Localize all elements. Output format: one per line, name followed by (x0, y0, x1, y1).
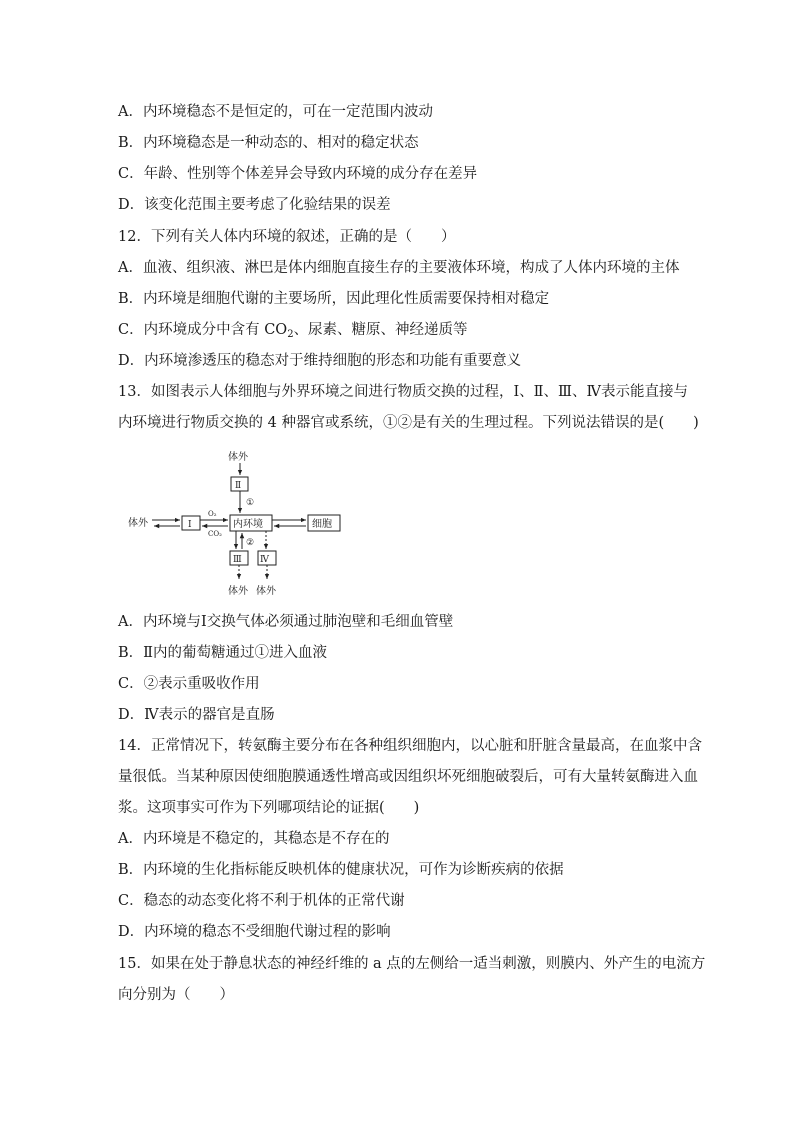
box-III-label: Ⅲ (233, 555, 242, 565)
q13-option-b: B．Ⅱ内的葡萄糖通过①进入血液 (118, 645, 328, 661)
co2-label: CO₂ (208, 530, 222, 538)
q12-option-c-sub: 2 (287, 329, 294, 340)
q14-option-b: B．内环境的生化指标能反映机体的健康状况，可作为诊断疾病的依据 (118, 862, 564, 878)
cell-label: 细胞 (312, 519, 332, 530)
q14-option-c: C．稳态的动态变化将不利于机体的正常代谢 (118, 893, 405, 909)
q12-option-b: B．内环境是细胞代谢的主要场所，因此理化性质需要保持相对稳定 (118, 291, 550, 307)
outside-left-label: 体外 (128, 518, 148, 529)
box-I-label: Ⅰ (188, 520, 192, 530)
box-II-label: Ⅱ (235, 481, 242, 491)
q15-stem-line2: 向分别为（ ） (118, 987, 234, 1003)
q13-option-c: C．②表示重吸收作用 (118, 676, 260, 692)
q14-stem-line3: 浆。这项事实可作为下列哪项结论的证据( ) (118, 800, 420, 816)
outside-bottom-2-label: 体外 (256, 586, 276, 597)
material-exchange-diagram (118, 444, 418, 604)
o2-label: O₂ (208, 510, 217, 518)
q14-stem-line2: 量很低。当某种原因使细胞膜通透性增高或因组织坏死细胞破裂后，可有大量转氨酶进入血 (118, 769, 698, 785)
q14-stem-line1: 14．正常情况下，转氨酶主要分布在各种组织细胞内，以心脏和肝脏含量最高，在血浆中含 (118, 738, 702, 754)
q13-stem-line2: 内环境进行物质交换的 4 种器官或系统，①②是有关的生理过程。下列说法错误的是( ) (118, 415, 699, 431)
step-1-label: ① (246, 498, 255, 508)
outside-top-label: 体外 (228, 452, 248, 463)
box-IV-label: Ⅳ (260, 555, 269, 565)
q11-option-c: C．年龄、性别等个体差异会导致内环境的成分存在差异 (118, 166, 478, 182)
q11-option-a: A．内环境稳态不是恒定的，可在一定范围内波动 (118, 104, 433, 120)
q13-diagram (118, 444, 418, 604)
step-2-label: ② (246, 538, 255, 548)
q12-option-c-pre: C．内环境成分中含有 CO (118, 322, 288, 338)
q12-stem: 12．下列有关人体内环境的叙述，正确的是（ ） (118, 229, 456, 245)
q12-option-a: A．血液、组织液、淋巴是体内细胞直接生存的主要液体环境，构成了人体内环境的主体 (118, 260, 680, 276)
q11-option-b: B．内环境稳态是一种动态的、相对的稳定状态 (118, 135, 419, 151)
q12-option-c-post: 、尿素、糖原、神经递质等 (293, 322, 468, 338)
q13-stem-line1: 13．如图表示人体细胞与外界环境之间进行物质交换的过程，Ⅰ、Ⅱ、Ⅲ、Ⅳ表示能直接与 (118, 384, 688, 400)
inner-environment-label: 内环境 (233, 519, 263, 530)
q13-option-d: D．Ⅳ表示的器官是直肠 (118, 707, 275, 723)
q11-option-d: D．该变化范围主要考虑了化验结果的误差 (118, 197, 391, 213)
q13-option-a: A．内环境与Ⅰ交换气体必须通过肺泡壁和毛细血管壁 (118, 614, 454, 630)
q12-option-d: D．内环境渗透压的稳态对于维持细胞的形态和功能有重要意义 (118, 353, 522, 369)
q12-option-c (118, 320, 468, 340)
outside-bottom-1-label: 体外 (228, 586, 248, 597)
q14-option-a: A．内环境是不稳定的，其稳态是不存在的 (118, 831, 390, 847)
q14-option-d: D．内环境的稳态不受细胞代谢过程的影响 (118, 924, 391, 940)
q15-stem-line1: 15．如果在处于静息状态的神经纤维的 a 点的左侧给一适当刺激，则膜内、外产生的电流方 (118, 956, 706, 972)
